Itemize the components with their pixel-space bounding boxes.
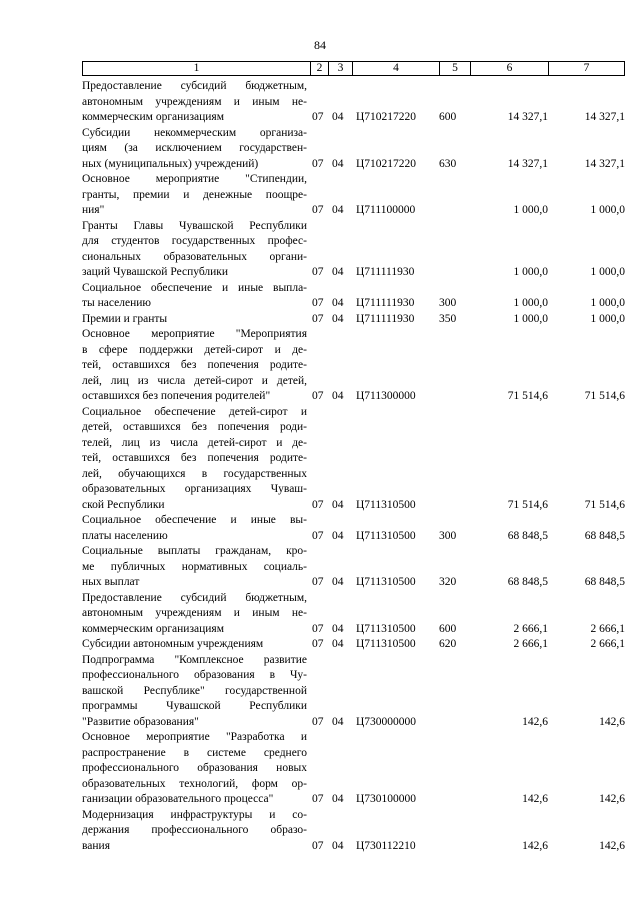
table-row <box>82 730 627 808</box>
row-col-2: 07 <box>312 576 324 588</box>
row-col-7: 1 000,0 <box>590 297 625 309</box>
header-col-3: 3 <box>328 62 352 75</box>
row-description <box>82 730 307 808</box>
row-col-2: 07 <box>312 638 324 650</box>
description-line: заций Чувашской Республики <box>82 266 229 278</box>
description-line: Основное мероприятие "Мероприятия <box>82 328 307 340</box>
row-col-3: 04 <box>332 390 344 402</box>
row-col-7: 71 514,6 <box>584 498 625 511</box>
row-description <box>82 591 307 638</box>
row-col-7: 2 666,1 <box>590 622 625 635</box>
description-line: "Развитие образования" <box>82 715 199 728</box>
row-col-2: 07 <box>312 266 324 278</box>
description-line: образовательных организациях Чуваш- <box>82 483 307 495</box>
row-col-3: 04 <box>332 111 344 123</box>
description-line: Предоставление субсидий бюджетным, <box>82 591 307 604</box>
description-line: профессионального образования в Чу- <box>82 669 307 681</box>
description-line: ской Республики <box>82 498 165 511</box>
row-description <box>82 637 307 653</box>
row-col-6: 68 848,5 <box>507 576 548 588</box>
row-description <box>82 653 307 731</box>
description-line: для студентов государственных профес- <box>82 235 307 247</box>
description-line: детей, оставшихся без попечения роди- <box>82 421 307 433</box>
row-col-7: 142,6 <box>599 715 625 728</box>
row-col-4: Ц711111930 <box>356 312 415 325</box>
row-col-4: Ц730100000 <box>356 793 417 805</box>
row-col-3: 04 <box>332 297 344 309</box>
row-col-6: 142,6 <box>522 839 548 852</box>
description-line: держания профессионального образо- <box>82 824 307 836</box>
description-line: тей, оставшихся без попечения родите- <box>82 359 307 371</box>
description-line: Социальные выплаты гражданам, кро- <box>82 545 307 557</box>
row-col-4: Ц730112210 <box>356 839 416 852</box>
description-line: Социальное обеспечение и иные выпла- <box>82 281 307 294</box>
row-col-7: 71 514,6 <box>584 390 625 402</box>
row-col-2: 07 <box>312 157 324 170</box>
row-col-3: 04 <box>332 622 344 635</box>
header-col-2: 2 <box>310 62 328 75</box>
description-line: Социальное обеспечение детей-сирот и <box>82 405 307 418</box>
description-line: Субсидии автономным учреждениям <box>82 638 264 650</box>
row-col-6: 1 000,0 <box>513 266 548 278</box>
row-col-4: Ц711310500 <box>356 498 416 511</box>
table-row <box>82 513 627 544</box>
row-col-2: 07 <box>312 312 324 325</box>
header-col-4: 4 <box>352 62 439 75</box>
row-description <box>82 327 307 405</box>
table-row <box>82 126 627 173</box>
row-col-6: 1 000,0 <box>513 297 548 309</box>
description-line: гранты, премии и денежные поощре- <box>82 188 307 201</box>
table-row <box>82 808 627 855</box>
row-col-3: 04 <box>332 638 344 650</box>
row-col-7: 68 848,5 <box>584 576 625 588</box>
row-col-7: 14 327,1 <box>584 111 625 123</box>
row-col-6: 71 514,6 <box>507 390 548 402</box>
description-line: Основное мероприятие "Стипендии, <box>82 173 307 185</box>
table-row <box>82 405 627 514</box>
description-line: ме публичных нормативных социаль- <box>82 560 307 573</box>
row-col-7: 142,6 <box>599 839 625 852</box>
row-description <box>82 405 307 514</box>
row-description <box>82 281 307 312</box>
row-col-5: 300 <box>439 529 457 542</box>
row-description <box>82 172 307 219</box>
row-description <box>82 312 307 328</box>
row-description <box>82 79 307 126</box>
header-col-7: 7 <box>548 62 624 75</box>
description-line: лей, обучающихся в государственных <box>82 467 307 480</box>
header-col-1: 1 <box>193 62 200 74</box>
row-col-2: 07 <box>312 111 324 123</box>
table-row <box>82 79 627 126</box>
row-col-7: 2 666,1 <box>590 638 625 650</box>
row-col-3: 04 <box>332 576 344 588</box>
row-description <box>82 219 307 281</box>
description-line: в сфере поддержки детей-сирот и де- <box>82 343 307 356</box>
row-col-6: 1 000,0 <box>513 312 548 325</box>
description-line: тей, оставшихся без попечения родите- <box>82 452 307 464</box>
table-row <box>82 172 627 219</box>
row-description <box>82 513 307 544</box>
description-line: ганизации образовательного процесса" <box>82 793 274 805</box>
description-line: Предоставление субсидий бюджетным, <box>82 80 307 92</box>
description-line: коммерческим организациям <box>82 111 224 123</box>
table-row <box>82 591 627 638</box>
row-col-3: 04 <box>332 715 344 728</box>
table-row <box>82 653 627 731</box>
description-line: лей, лиц из числа детей-сирот и детей, <box>82 374 307 387</box>
row-col-6: 1 000,0 <box>513 204 548 216</box>
row-col-7: 14 327,1 <box>584 157 625 170</box>
description-line: Модернизация инфраструктуры и со- <box>82 808 307 821</box>
description-line: ты населению <box>82 297 151 309</box>
row-col-3: 04 <box>332 498 344 511</box>
row-col-2: 07 <box>312 390 324 402</box>
row-col-5: 600 <box>439 111 457 123</box>
row-col-5: 300 <box>439 297 457 309</box>
row-col-3: 04 <box>332 529 344 542</box>
row-col-6: 14 327,1 <box>507 157 548 170</box>
description-line: вашской Республике" государственной <box>82 684 307 697</box>
table-header <box>82 61 625 76</box>
row-col-4: Ц710217220 <box>356 157 417 170</box>
page-number: 84 <box>314 38 326 52</box>
description-line: Гранты Главы Чувашской Республики <box>82 219 307 232</box>
row-col-6: 142,6 <box>522 793 548 805</box>
description-line: профессионального образования новых <box>82 762 307 774</box>
row-description <box>82 126 307 173</box>
description-line: распространение в системе среднего <box>82 746 307 759</box>
row-col-7: 142,6 <box>599 793 625 805</box>
description-line: Подпрограмма "Комплексное развитие <box>82 653 307 666</box>
row-col-2: 07 <box>312 839 324 852</box>
description-line: телей, лиц из числа детей-сирот и де- <box>82 436 307 449</box>
description-line: Социальное обеспечение и иные вы- <box>82 514 307 526</box>
row-col-3: 04 <box>332 204 344 216</box>
row-col-2: 07 <box>312 204 324 216</box>
description-line: сиональных образовательных органи- <box>82 250 307 263</box>
row-col-2: 07 <box>312 529 324 542</box>
description-line: Субсидии некоммерческим организа- <box>82 126 307 139</box>
table-row <box>82 637 627 653</box>
row-col-5: 630 <box>439 157 457 170</box>
description-line: автономным учреждениям и иным не- <box>82 607 307 619</box>
row-col-3: 04 <box>332 793 344 805</box>
row-col-4: Ц711310500 <box>356 622 416 635</box>
row-col-4: Ц711300000 <box>356 390 416 402</box>
row-col-4: Ц711310500 <box>356 529 416 542</box>
description-line: оставшихся без попечения родителей" <box>82 390 271 402</box>
table-row <box>82 312 627 328</box>
row-col-4: Ц710217220 <box>356 111 417 123</box>
description-line: Премии и гранты <box>82 312 168 325</box>
description-line: ных (муниципальных) учреждений) <box>82 157 259 170</box>
table-row <box>82 219 627 281</box>
row-col-3: 04 <box>332 266 344 278</box>
row-col-6: 71 514,6 <box>507 498 548 511</box>
row-col-6: 142,6 <box>522 715 548 728</box>
row-col-7: 1 000,0 <box>590 204 625 216</box>
row-col-2: 07 <box>312 715 324 728</box>
row-col-4: Ц711111930 <box>356 266 415 278</box>
description-line: циям (за исключением государствен- <box>82 142 307 154</box>
row-description <box>82 544 307 591</box>
description-line: платы населению <box>82 529 168 542</box>
row-col-4: Ц711310500 <box>356 638 416 650</box>
row-col-5: 620 <box>439 638 457 650</box>
description-line: образовательных технологий, форм ор- <box>82 777 307 790</box>
description-line: программы Чувашской Республики <box>82 700 307 712</box>
description-line: коммерческим организациям <box>82 622 224 635</box>
table-body <box>82 79 627 854</box>
row-col-5: 350 <box>439 312 457 325</box>
row-col-7: 1 000,0 <box>590 266 625 278</box>
row-col-4: Ц711310500 <box>356 576 416 588</box>
table-row <box>82 327 627 405</box>
row-col-3: 04 <box>332 312 344 325</box>
table-row <box>82 281 627 312</box>
header-col-5: 5 <box>439 62 470 75</box>
row-col-4: Ц711111930 <box>356 297 415 309</box>
row-col-5: 320 <box>439 576 457 588</box>
header-col-6: 6 <box>470 62 548 75</box>
description-line: Основное мероприятие "Разработка и <box>82 731 307 743</box>
row-col-7: 68 848,5 <box>584 529 625 542</box>
row-col-2: 07 <box>312 498 324 511</box>
row-col-6: 14 327,1 <box>507 111 548 123</box>
row-col-6: 68 848,5 <box>507 529 548 542</box>
description-line: вания <box>82 839 110 852</box>
row-col-7: 1 000,0 <box>590 312 625 325</box>
row-col-6: 2 666,1 <box>513 638 548 650</box>
description-line: ных выплат <box>82 576 140 588</box>
row-col-5: 600 <box>439 622 457 635</box>
row-col-4: Ц711100000 <box>356 204 416 216</box>
row-col-6: 2 666,1 <box>513 622 548 635</box>
row-description <box>82 808 307 855</box>
row-col-2: 07 <box>312 793 324 805</box>
row-col-3: 04 <box>332 839 344 852</box>
row-col-2: 07 <box>312 622 324 635</box>
description-line: ния" <box>82 204 105 216</box>
row-col-3: 04 <box>332 157 344 170</box>
table-row <box>82 544 627 591</box>
description-line: автономным учреждениям и иным не- <box>82 95 307 108</box>
row-col-2: 07 <box>312 297 324 309</box>
row-col-4: Ц730000000 <box>356 715 417 728</box>
